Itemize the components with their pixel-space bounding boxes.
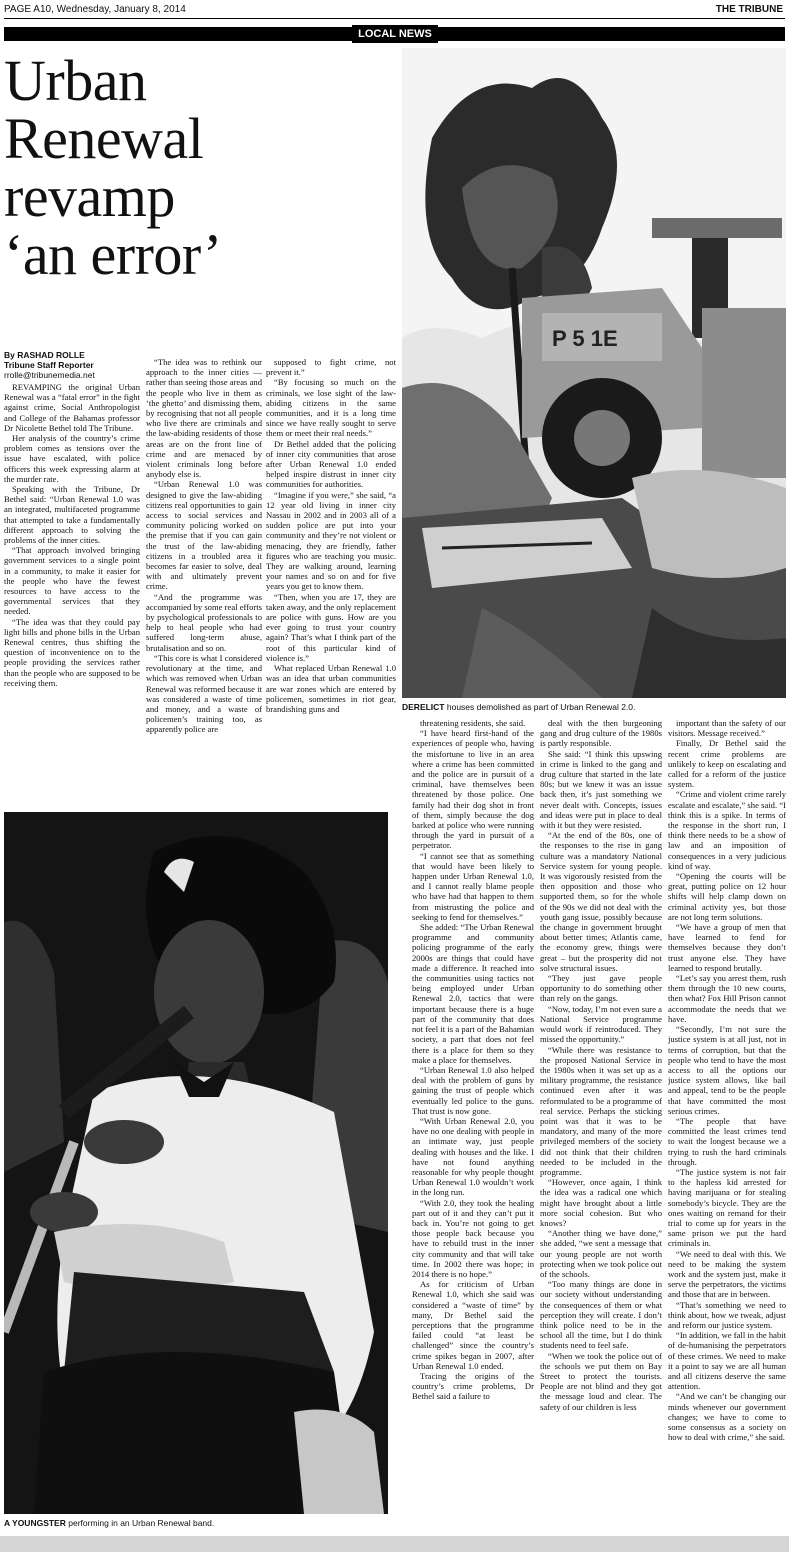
- band-caption: [4, 1518, 388, 1528]
- footer-bar: [0, 1536, 789, 1552]
- demolition-photo-art: [402, 48, 786, 698]
- caption-text: performing in an Urban Renewal band.: [65, 1518, 215, 1528]
- paragraph: “Then, when you are 17, they are taken away, and the only replacement are police with guns. How are you ever going to trust your country again? That’s what I think part of the root of this particular kind of violence is.”: [266, 591, 396, 663]
- paragraph: Dr Bethel added that the policing of inner city communities that arose after Urban Renewal 1.0 ended helped inspire distrust in inner city communities for authorities.: [266, 438, 396, 490]
- caption-lead: A YOUNGSTER: [4, 1518, 66, 1528]
- headline-line: ‘an error’: [4, 222, 222, 287]
- paragraph: “And we can’t be changing our minds whenever our government changes; we have to come to some consensus as a society on how to deal with crime,” she said.: [668, 1391, 786, 1443]
- article-column-2: [146, 357, 262, 809]
- byline-author: By RASHAD ROLLE: [4, 350, 85, 360]
- paragraph: As for criticism of Urban Renewal 1.0, which she said was considered a “waste of time” by many, Dr Bethel said the perceptions that the programme failed could “at least be challenged” since the country’s crime spikes began in 2007, after Urban Renewal 1.0 ended.: [412, 1279, 534, 1371]
- paragraph: “We need to deal with this. We need to be making the system work and the system just, make it serve the perpetrators, the victims and those that are in between.: [668, 1248, 786, 1300]
- caption-lead: DERELICT: [402, 702, 445, 712]
- headline-line: revamp: [4, 164, 175, 229]
- paragraph: “However, once again, I think the idea was a radical one which might have brought about a little more social cohesion. But who knows?: [540, 1177, 662, 1228]
- paragraph: REVAMPING the original Urban Renewal was a “fatal error” in the fight against crime, Social Anthropologist and College of the Bahamas professor Dr Nicolette Bethel told The Tribune.: [4, 382, 140, 433]
- paragraph: Speaking with the Tribune, Dr Bethel said: “Urban Renewal 1.0 was an integrated, multifaceted programme that attempted to take a fundamentally different approach to solving the problems of the inner cities.: [4, 484, 140, 546]
- paragraph: “I cannot see that as something that would have been likely to happen under Urban Renewal 1.0, and I cannot really blame people who have had that happen to them from mistrusting the police and seeking to fend for themselves.”: [412, 850, 534, 922]
- paragraph: “The people that have committed the least crimes tend to wait the longest because we a trying to rush the hard criminals through.: [668, 1115, 786, 1167]
- byline: [4, 350, 140, 380]
- paragraph: “That’s something we need to think about, how we tweak, adjust and reform our justice system.: [668, 1299, 786, 1330]
- paragraph: “The idea was to rethink our approach to the inner cities — rather than seeing those areas and the people who live in them as ‘the ghetto’ and dismissing them, by recognising that not all people who live there are criminals and the law-abiding residents of those areas are on the front line of crime and are menaced by violent criminals long before anybody else is.: [146, 357, 262, 480]
- paragraph: “And the programme was accompanied by some real efforts by psychological professionals to help to heal people who had suffered long-term abuse, brutalisation and so on.: [146, 591, 262, 653]
- paragraph: Her analysis of the country’s crime problem comes as tensions over the issue have escalated, with police officers this week expressing alarm at the murder rate.: [4, 433, 140, 484]
- paragraph: “With Urban Renewal 2.0, you have no one dealing with people in an intimate way, just people dealing with houses and the like. I have not found anything reasonable for why people thought Urban Renewal 1.0 wouldn’t work in the long run.: [412, 1115, 534, 1198]
- byline-email: rrolle@tribunemedia.net: [4, 370, 95, 380]
- band-photo: [4, 812, 388, 1514]
- paragraph: “When we took the police out of the schools we put them on Bay Street to protect the tourists. People are not blind and they got the message loud and clear. The safety of our children is less: [540, 1350, 662, 1412]
- publication-name: THE TRIBUNE: [715, 4, 783, 15]
- paragraph: “Let’s say you arrest them, rush them through the 10 new courts, then what? Fox Hill Prison cannot accommodate the needs that we have.: [668, 973, 786, 1024]
- paragraph: “The idea was that they could pay light bills and phone bills in the Urban Renewal centres, thus shifting the question of inconvenience on to the people providing the services rather than the people who are supposed to be receiving them.: [4, 616, 140, 688]
- header-rule: [4, 18, 785, 19]
- paragraph: She said: “I think this upswing in crime is linked to the gang and drug culture that started in the late 80s; but we knew it was an issue back then, it’s just something we never dealt with. Concepts, issues and ideas were put in place to deal with it but they were resisted.: [540, 748, 662, 831]
- paragraph: “Now, today, I’m not even sure a National Service programme would work if reintroduced. They missed the opportunity.”: [540, 1003, 662, 1045]
- paragraph: Tracing the origins of the country’s crime problems, Dr Bethel said a failure to: [412, 1371, 534, 1402]
- paragraph: “I have heard first-hand of the experiences of people who, having the misfortune to live in an area where a crime has been committed and the police are in pursuit of a criminal, have themselves been threatened by those police. One family had their dog shot in front of them, simply because the dog barked at police who were running through the yard in pursuit of a perpetrator.: [412, 728, 534, 851]
- loader-number: P 5 1E: [552, 326, 618, 351]
- paragraph: What replaced Urban Renewal 1.0 was an idea that urban communities are war zones which are entered by policemen, sometimes in riot gear, brandishing guns and: [266, 663, 396, 714]
- article-column-5: [540, 718, 662, 1540]
- paragraph: “At the end of the 80s, one of the responses to the rise in gang culture was a mandatory National Service system for young people. It was vigorously resisted from the then opposition and those who supported them, so for the whole of the 90s we did not deal with the youth gang issue, possibly because the change in government brought about better times; Atlantis came, the economy grew, things were great – but the prosperity did not solve structural issues.: [540, 830, 662, 973]
- paragraph: “Opening the courts will be great, putting police on 12 hour shifts will help clamp down on criminal activity yes, but those are not long term solutions.: [668, 871, 786, 922]
- article-column-6: [668, 718, 786, 1540]
- paragraph: “While there was resistance to the proposed National Service in the 1980s when it was set up as a military programme, the resistance continued even after it was reformulated to be a programme of real service. Perhaps the sticking point was that it was to be mandatory, and many of the more privileged members of the society did not think that their children needed to be included in the programme.: [540, 1044, 662, 1177]
- paragraph: “Secondly, I’m not sure the justice system is at all just, not in terms of corruption, but that the people who tend to have the most access to all the options our justice system allows, like bail and appeal, tend to be the people that have committed the most serious crimes.: [668, 1024, 786, 1116]
- article-column-4: [412, 718, 534, 1540]
- paragraph: threatening residents, she said.: [420, 718, 526, 728]
- paragraph: deal with the then burgeoning gang and drug culture of the 1980s is partly responsible.: [540, 718, 662, 749]
- paragraph: “Crime and violent crime rarely escalate and escalate,” she said. “I think this is a spike. In terms of the response in the short run, I think there needs to be a show of law and an imposition of consequences in a very judicious kind of way.: [668, 789, 786, 871]
- paragraph: supposed to fight crime, not prevent it.”: [266, 357, 396, 378]
- paragraph: “This core is what I considered revolutionary at the time, and which was removed when Urban Renewal was reformed because it was considered a waste of time and money, and a waste of policemen’s training too, as apparently police are: [146, 652, 262, 735]
- byline-role: Tribune Staff Reporter: [4, 360, 94, 370]
- article-column-1: [4, 382, 140, 810]
- caption-text: houses demolished as part of Urban Renewal 2.0.: [444, 702, 636, 712]
- paragraph: “That approach involved bringing government services to a single point in a community, to make it easier for the people who have the fewest resources to have access to the governmental services that they needed.: [4, 545, 140, 617]
- section-label: LOCAL NEWS: [352, 25, 438, 43]
- demolition-photo: [402, 48, 786, 698]
- paragraph: “By focusing so much on the criminals, we lose sight of the law-abiding citizens in the same communities, and it is a long time since we have really sought to serve them or meet their real needs.”: [266, 377, 396, 439]
- paragraph: “Another thing we have done,” she added, “we sent a message that our young people are not worth protecting when we took police out of the schools.: [540, 1228, 662, 1279]
- headline: [4, 48, 396, 287]
- page-folio: PAGE A10, Wednesday, January 8, 2014: [4, 4, 186, 15]
- article-column-3: [266, 357, 396, 809]
- paragraph: “In addition, we fall in the habit of de-humanising the perpetrators of these crimes. We need to make it a point to say we are all human and all citizens deserve the same attention.: [668, 1330, 786, 1392]
- paragraph: “The justice system is not fair to the hapless kid arrested for having marijuana or for stealing somebody’s bicycle. They are the ones waiting on remand for their trial to come up for years in the same prison we put the hard criminals in.: [668, 1166, 786, 1249]
- paragraph: “We have a group of men that have learned to fend for themselves because they don’t trust anyone else. They have learned to respond brutally.: [668, 922, 786, 973]
- paragraph: She added: “The Urban Renewal programme and community policing programme of the early 2000s are things that could have made a difference. It reached into the communities using tactics not being employed under Urban Renewal 2.0, tactics that were important because there is a huge part of the community that does not feel it is a part of the Bahamian society, a part that does not feel there is a place for them so they make a place for themselves.: [412, 922, 534, 1065]
- paragraph: “Urban Renewal 1.0 was designed to give the law-abiding citizens real opportunities to gain access to social services and community policing worked on the premise that if you can gain the trust of the law-abiding citizens in a troubled area it becomes far easier to solve, deal with and ultimately prevent crime.: [146, 479, 262, 592]
- paragraph: “Too many things are done in our society without understanding the consequences of them or what perception they will create. I don’t think police need to be in the school all the time, but I do think students need to feel safe.: [540, 1279, 662, 1351]
- paragraph: “With 2.0, they took the healing part out of it and they can’t put it back in. You’re not going to get those people back because you have to rebuild trust in the inner city community and that will take time. In 2002 there was hope; in 2014 there is no hope.”: [412, 1197, 534, 1279]
- paragraph: Finally, Dr Bethel said the recent crime problems are unlikely to keep on escalating and called for a reform of the justice system.: [668, 738, 786, 790]
- band-photo-art: [4, 812, 388, 1514]
- headline-line: Urban: [4, 48, 147, 113]
- paragraph: “They just gave people opportunity to do something other than rely on the gangs.: [540, 973, 662, 1004]
- headline-line: Renewal: [4, 106, 204, 171]
- paragraph: “Imagine if you were,” she said, “a 12 year old living in inner city Nassau in 2002 and in 2003 all of a sudden police are put into your community and they’re not violent or menacing, they are friendly, father figures who are teaching you music. They are walking around, learning your names and so on and for five years you get to know them.: [266, 489, 396, 592]
- paragraph: important than the safety of our visitors. Message received.”: [668, 718, 786, 739]
- demolition-caption: [402, 702, 786, 712]
- paragraph: “Urban Renewal 1.0 also helped deal with the problem of guns by gaining the trust of people which eventually led police to the guns. That trust is now gone.: [412, 1064, 534, 1116]
